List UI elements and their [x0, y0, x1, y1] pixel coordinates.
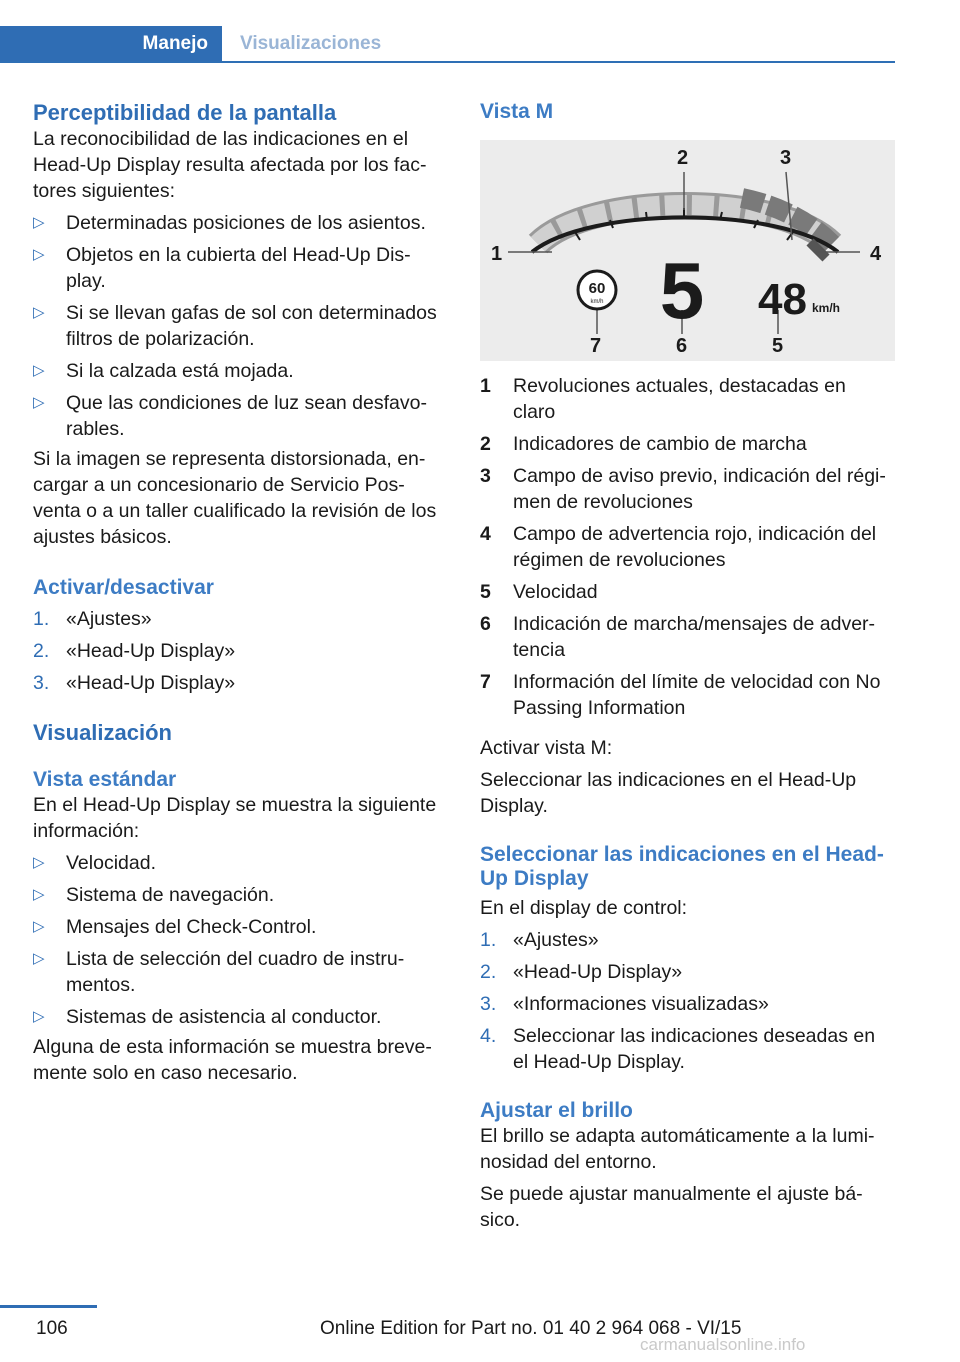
callout-6: 6 — [676, 335, 688, 357]
perceptibilidad-outro: Si la imagen se representa distorsionada, en-cargar a un concesionario de Servicio Pos-venta o a un taller cualificado la revisión de los ajustes básicos. — [33, 448, 437, 548]
list-item: ▷ Determinadas posiciones de los asientos. — [33, 212, 426, 234]
seleccionar-steps — [480, 927, 890, 1075]
callout-5: 5 — [772, 335, 784, 357]
perceptibilidad-list — [33, 210, 443, 442]
edition-note: Online Edition for Part no. 01 40 2 964 068 - VI/15 — [320, 1318, 742, 1339]
triangle-bullet-icon: ▷ — [33, 362, 45, 379]
triangle-bullet-icon: ▷ — [33, 950, 45, 967]
brillo-p1: El brillo se adapta automáticamente a la lumi-nosidad del entorno. — [480, 1125, 875, 1173]
hud-m-view-figure — [480, 140, 895, 361]
section-title-perceptibilidad: Perceptibilidad de la pantalla — [33, 100, 337, 125]
speed-unit: km/h — [812, 301, 841, 315]
section-title-seleccionar: Seleccionar las indicaciones en el Head-Up Display — [480, 843, 884, 890]
step-item: 4. Seleccionar las indicaciones deseadas en el Head-Up Display. — [480, 1025, 876, 1073]
legend-row: 5 Velocidad — [480, 581, 598, 603]
triangle-bullet-icon: ▷ — [33, 854, 45, 871]
right-column — [480, 100, 890, 1233]
callout-7: 7 — [590, 335, 602, 357]
footer-rule — [0, 1305, 97, 1308]
callout-3: 3 — [780, 147, 792, 169]
step-item: 1. «Ajustes» — [480, 929, 599, 951]
legend-row: 7 Información del límite de velocidad con No Passing Information — [480, 671, 881, 719]
triangle-bullet-icon: ▷ — [33, 886, 45, 903]
speed-limit-unit: km/h — [590, 299, 604, 305]
legend-row: 6 Indicación de marcha/mensajes de adver-tencia — [480, 613, 876, 661]
figure-legend — [480, 373, 890, 721]
subsection-title-vista-estandar: Vista estándar — [33, 768, 177, 791]
section-title-visualizacion: Visualización — [33, 720, 172, 745]
speed-limit-value: 60 — [588, 280, 606, 297]
gear-indicator: 5 — [659, 246, 705, 335]
activar-vista-m: Activar vista M: — [480, 737, 613, 759]
section-title-brillo: Ajustar el brillo — [480, 1099, 633, 1122]
left-column — [33, 100, 443, 1086]
activar-vista-m-desc: Seleccionar las indicaciones en el Head-Up Display. — [480, 769, 857, 817]
perceptibilidad-intro: La reconocibilidad de las indicaciones en el Head-Up Display resulta afectada por los fac-tores siguientes: — [33, 128, 427, 202]
list-item: ▷ Si la calzada está mojada. — [33, 360, 294, 382]
list-item: ▷ Si se llevan gafas de sol con determinados filtros de polarización. — [33, 302, 437, 350]
section-title-activar: Activar/desactivar — [33, 576, 214, 599]
callout-1: 1 — [491, 243, 503, 265]
list-item: ▷ Sistema de navegación. — [33, 884, 275, 906]
triangle-bullet-icon: ▷ — [33, 1008, 45, 1025]
seleccionar-intro: En el display de control: — [480, 897, 688, 919]
list-item: ▷ Velocidad. — [33, 852, 156, 874]
step-item: 2. «Head-Up Display» — [480, 961, 683, 983]
step-item: 3. «Head-Up Display» — [33, 672, 236, 694]
vista-estandar-intro: En el Head-Up Display se muestra la siguiente información: — [33, 794, 437, 842]
triangle-bullet-icon: ▷ — [33, 394, 45, 411]
list-item: ▷ Lista de selección del cuadro de instru-mentos. — [33, 948, 405, 996]
activar-steps — [33, 606, 443, 696]
page-number: 106 — [36, 1318, 68, 1339]
legend-row: 1 Revoluciones actuales, destacadas en claro — [480, 375, 846, 423]
vista-estandar-outro: Alguna de esta información se muestra breve-mente solo en caso necesario. — [33, 1036, 432, 1084]
watermark: carmanualsonline.info — [640, 1335, 806, 1354]
tab-manejo[interactable]: Manejo — [0, 26, 222, 61]
hud-m-view-illustration — [480, 140, 895, 361]
legend-row: 3 Campo de aviso previo, indicación del régi-men de revoluciones — [480, 465, 886, 513]
callout-4: 4 — [870, 243, 882, 265]
triangle-bullet-icon: ▷ — [33, 304, 45, 321]
tab-visualizaciones[interactable]: Visualizaciones — [240, 33, 382, 54]
brillo-p2: Se puede ajustar manualmente el ajuste bá-sico. — [480, 1183, 863, 1231]
list-item: ▷ Sistemas de asistencia al conductor. — [33, 1006, 382, 1028]
legend-row: 4 Campo de advertencia rojo, indicación del régimen de revoluciones — [480, 523, 877, 571]
header-tabs — [0, 26, 895, 63]
step-item: 3. «Informaciones visualizadas» — [480, 993, 769, 1015]
list-item: ▷ Objetos en la cubierta del Head-Up Dis-play. — [33, 244, 411, 292]
list-item: ▷ Mensajes del Check-Control. — [33, 916, 317, 938]
speed-value: 48 — [758, 275, 807, 324]
section-title-vista-m: Vista M — [480, 100, 554, 123]
triangle-bullet-icon: ▷ — [33, 214, 45, 231]
triangle-bullet-icon: ▷ — [33, 918, 45, 935]
callout-2: 2 — [677, 147, 689, 169]
step-item: 1. «Ajustes» — [33, 608, 152, 630]
vista-estandar-list — [33, 850, 443, 1030]
list-item: ▷ Que las condiciones de luz sean desfavo-rables. — [33, 392, 427, 440]
triangle-bullet-icon: ▷ — [33, 246, 45, 263]
legend-row: 2 Indicadores de cambio de marcha — [480, 433, 807, 455]
step-item: 2. «Head-Up Display» — [33, 640, 236, 662]
